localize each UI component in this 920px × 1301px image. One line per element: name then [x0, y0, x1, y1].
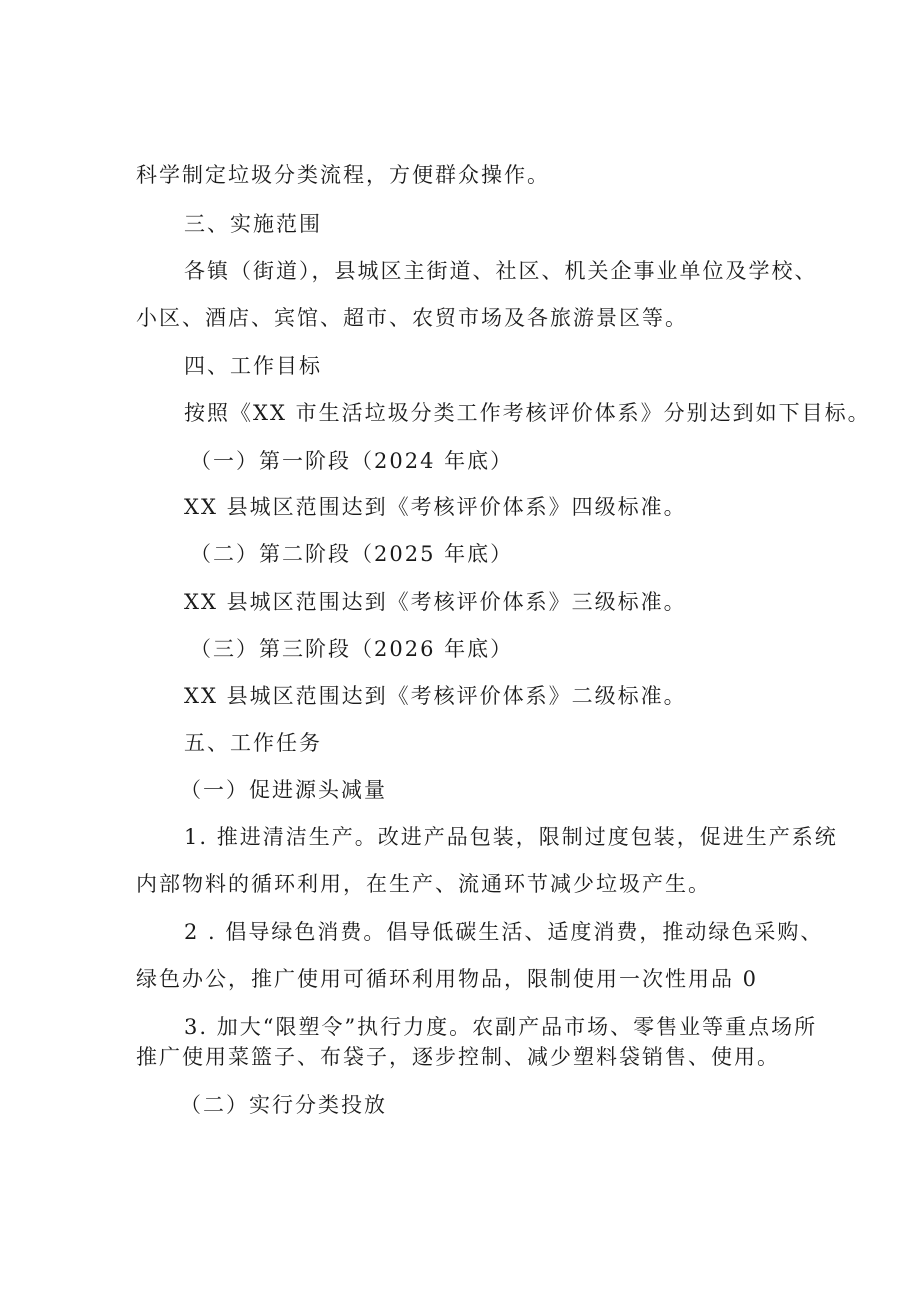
paragraph-line: 按照《XX 市生活垃圾分类工作考核评价体系》分别达到如下目标。: [184, 401, 871, 425]
section-heading-scope: 三、实施范围: [184, 212, 322, 236]
section-heading-goals: 四、工作目标: [184, 354, 322, 378]
paragraph-line: XX 县城区范围达到《考核评价体系》四级标准。: [184, 495, 687, 519]
paragraph-line: 科学制定垃圾分类流程，方便群众操作。: [136, 163, 550, 187]
subheading-stage-2: （二）第二阶段（2025 年底）: [190, 542, 514, 566]
subheading-stage-1: （一）第一阶段（2024 年底）: [190, 449, 514, 473]
subheading-source-reduction: （一）促进源头减量: [180, 778, 387, 802]
paragraph-line: XX 县城区范围达到《考核评价体系》二级标准。: [184, 684, 687, 708]
paragraph-line: 各镇（街道），县城区主街道、社区、机关企事业单位及学校、: [184, 259, 818, 283]
subheading-stage-3: （三）第三阶段（2026 年底）: [190, 637, 514, 661]
paragraph-line: 内部物料的循环利用，在生产、流通环节减少垃圾产生。: [136, 872, 711, 896]
paragraph-line: XX 县城区范围达到《考核评价体系》三级标准。: [184, 590, 687, 614]
paragraph-line: 绿色办公，推广使用可循环利用物品，限制使用一次性用品 0: [136, 967, 759, 991]
section-heading-tasks: 五、工作任务: [184, 731, 322, 755]
paragraph-line: 1. 推进清洁生产。改进产品包装，限制过度包装，促进生产系统: [184, 825, 838, 849]
paragraph-line: 3. 加大“限塑令”执行力度。农副产品市场、零售业等重点场所: [184, 1015, 818, 1039]
paragraph-line: 小区、酒店、宾馆、超市、农贸市场及各旅游景区等。: [136, 306, 688, 330]
subheading-classified-disposal: （二）实行分类投放: [180, 1093, 387, 1117]
paragraph-line: 2 . 倡导绿色消费。倡导低碳生活、适度消费，推动绿色采购、: [184, 920, 824, 944]
paragraph-line: 推广使用菜篮子、布袋子，逐步控制、减少塑料袋销售、使用。: [136, 1045, 780, 1069]
